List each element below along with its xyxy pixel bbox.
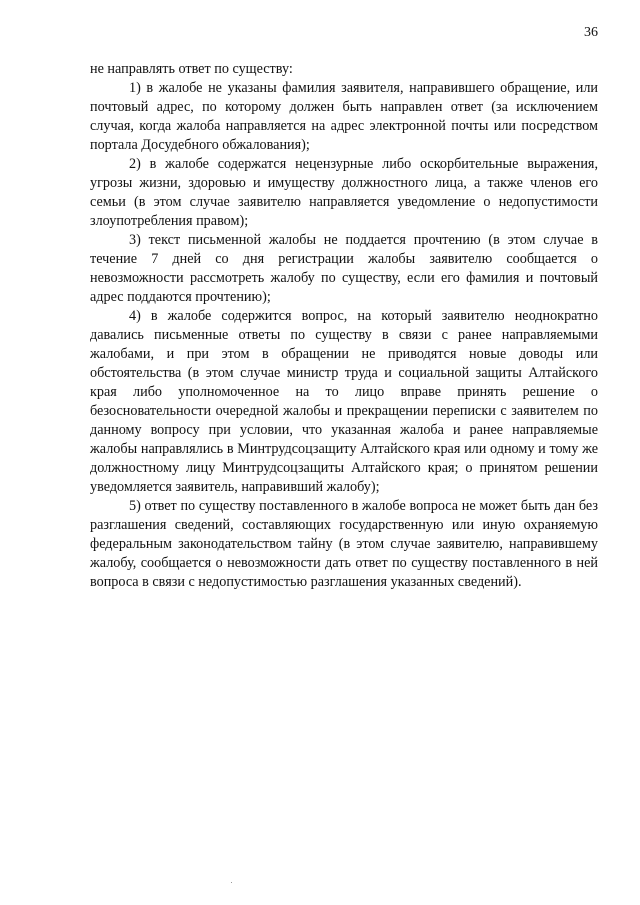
list-item-2: 2) в жалобе содержатся нецензурные либо оскорбительные выражения, угрозы жизни, здоровью и имуществу должностного лица, а также членов его семьи (в этом случае заявителю направляется уведомление о недопустимости злоупотребления правом); [90,156,598,229]
page-number: 36 [584,25,598,40]
list-item-1: 1) в жалобе не указаны фамилия заявителя, направившего обращение, или почтовый адрес, по которому должен быть направлен ответ (за исключением случая, когда жалоба направляется на адрес электронной почты или посредством портала Досудебного обжалования); [90,80,598,153]
intro-paragraph: не направлять ответ по существу: [90,61,293,77]
list-item-4: 4) в жалобе содержится вопрос, на который заявителю неоднократно давались письменные ответы по существу в связи с ранее направляемыми жалобами, и при этом в обращении не приводятся новые доводы или обстоятельства (в этом случае министр труда и социальной защиты Алтайского края либо уполномоченное на то лицо вправе принять решение о безосновательности очередной жалобы и прекращении переписки с заявителем по данному вопросу при условии, что указанная жалоба и ранее направляемые жалобы направлялись в Минтрудсоцзащиту Алтайского края или одному и тому же должностному лицу Минтрудсоцзащиты Алтайского края; о принятом решении уведомляется заявитель, направивший жалобу); [90,308,598,495]
list-item-3: 3) текст письменной жалобы не поддается прочтению (в этом случае в течение 7 дней со дня регистрации жалобы заявителю сообщается о невозможности рассмотреть жалобу по существу, если его фамилия и почтовый адрес поддаются прочтению); [90,232,598,305]
scan-dot [231,882,232,883]
document-body [90,60,598,592]
list-item-5: 5) ответ по существу поставленного в жалобе вопроса не может быть дан без разглашения сведений, составляющих государственную или иную охраняемую федеральным законодательством тайну (в этом случае заявителю, направившему жалобу, сообщается о невозможности дать ответ по существу поставленного в ней вопроса в связи с недопустимостью разглашения указанных сведений). [90,498,598,590]
